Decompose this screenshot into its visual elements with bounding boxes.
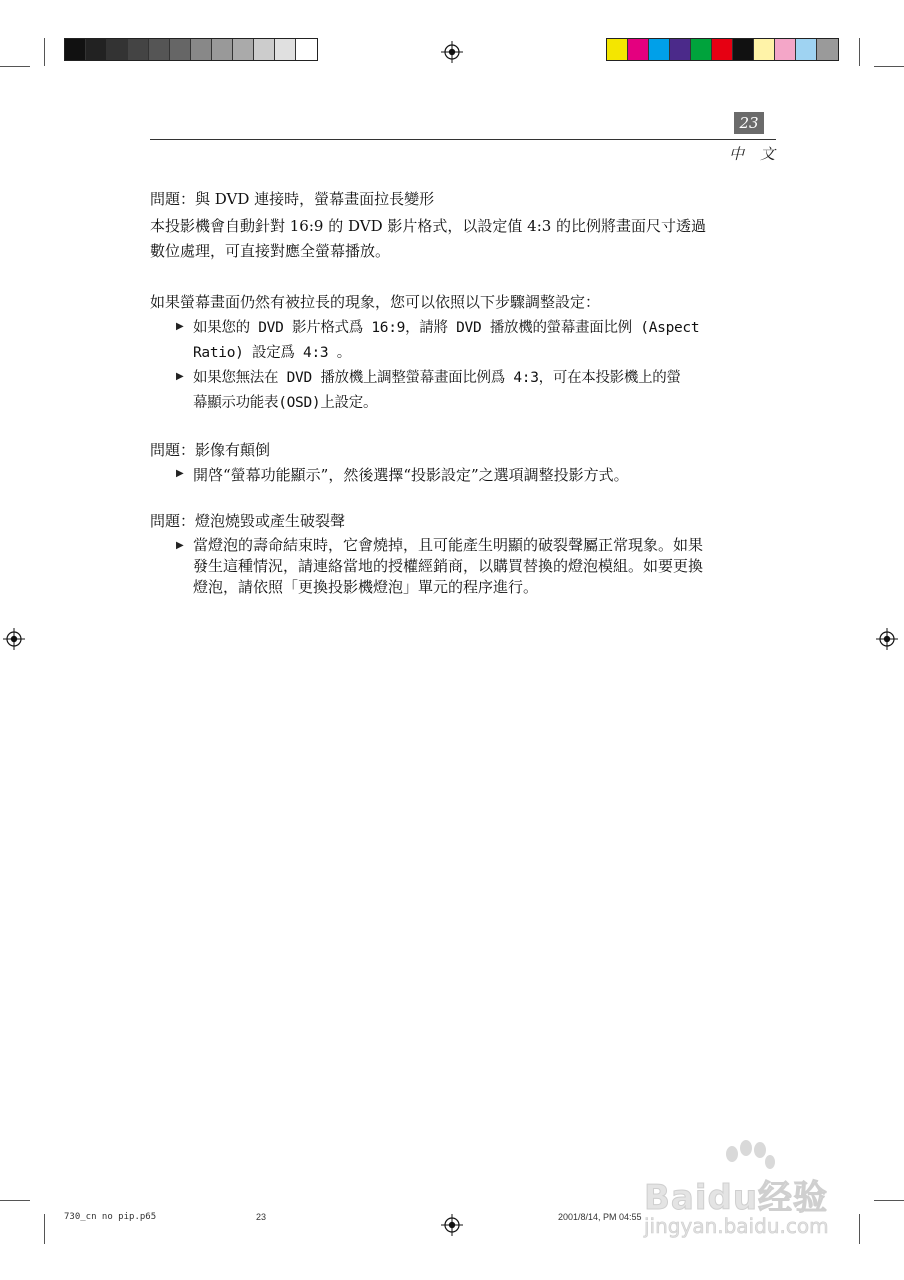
bullet-triangle-icon: ▶ — [176, 468, 184, 479]
header-rule — [150, 139, 776, 140]
registration-mark-right-icon — [876, 628, 898, 650]
process-color-swatch — [712, 39, 733, 60]
footer-timestamp: 2001/8/14, PM 04:55 — [558, 1212, 642, 1222]
process-color-swatch — [628, 39, 649, 60]
intro-text: 如果螢幕畫面仍然有被拉長的現象，您可以依照以下步驟調整設定： — [150, 293, 601, 311]
page-number-badge: 23 — [734, 112, 764, 134]
process-color-swatch — [754, 39, 775, 60]
bullet-text-line: 燈泡，請依照「更換投影機燈泡」單元的程序進行。 — [193, 578, 539, 596]
bullet-text-line: 開啓“螢幕功能顯示”，然後選擇“投影設定”之選項調整投影方式。 — [193, 466, 629, 484]
grayscale-swatch — [275, 39, 296, 60]
grayscale-swatch — [233, 39, 254, 60]
grayscale-swatch — [254, 39, 275, 60]
watermark-url: jingyan.baidu.com — [644, 1214, 829, 1238]
bullet-text-line: 當燈泡的壽命結束時，它會燒掉，且可能產生明顯的破裂聲屬正常現象。如果 — [193, 536, 704, 554]
footer-file-name: 730_cn no pip.p65 — [64, 1212, 157, 1222]
bullet-text-line: 發生這種情況，請連絡當地的授權經銷商，以購買替換的燈泡模組。如要更換 — [193, 557, 704, 575]
language-label: 中文 — [729, 145, 792, 163]
bullet-triangle-icon: ▶ — [176, 540, 184, 551]
paragraph-line: 數位處理，可直接對應全螢幕播放。 — [150, 242, 391, 260]
process-color-bar — [606, 38, 839, 61]
section-title-image-inverted: 問題：影像有顛倒 — [150, 441, 271, 459]
grayscale-swatch — [86, 39, 107, 60]
bullet-triangle-icon: ▶ — [176, 371, 184, 382]
process-color-swatch — [649, 39, 670, 60]
bullet-text-line: 如果您的 DVD 影片格式爲 16:9，請將 DVD 播放機的螢幕畫面比例 (Aspect — [193, 320, 700, 336]
process-color-swatch — [733, 39, 754, 60]
process-color-swatch — [796, 39, 817, 60]
grayscale-color-bar — [64, 38, 318, 61]
watermark-brand: Baidu经验 — [644, 1178, 829, 1218]
registration-mark-bottom-icon — [441, 1214, 463, 1236]
footer-page-number: 23 — [256, 1212, 267, 1222]
bullet-triangle-icon: ▶ — [176, 321, 184, 332]
process-color-swatch — [670, 39, 691, 60]
grayscale-swatch — [170, 39, 191, 60]
process-color-swatch — [817, 39, 838, 60]
grayscale-swatch — [149, 39, 170, 60]
process-color-swatch — [607, 39, 628, 60]
registration-mark-top-icon — [441, 41, 463, 63]
grayscale-swatch — [128, 39, 149, 60]
process-color-swatch — [691, 39, 712, 60]
registration-mark-left-icon — [3, 628, 25, 650]
paragraph-line: 本投影機會自動針對 16:9 的 DVD 影片格式，以設定值 4:3 的比例將畫面尺寸透過 — [150, 217, 707, 235]
grayscale-swatch — [191, 39, 212, 60]
baidu-jingyan-watermark — [640, 1140, 870, 1240]
section-title-dvd-stretch: 問題：與 DVD 連接時，螢幕畫面拉長變形 — [150, 190, 435, 208]
bullet-text-line: Ratio) 設定爲 4:3 。 — [193, 345, 351, 361]
grayscale-swatch — [296, 39, 317, 60]
process-color-swatch — [775, 39, 796, 60]
grayscale-swatch — [65, 39, 86, 60]
section-title-lamp-failure: 問題：燈泡燒毀或產生破裂聲 — [150, 512, 346, 530]
bullet-text-line: 如果您無法在 DVD 播放機上調整螢幕畫面比例爲 4:3，可在本投影機上的螢 — [193, 370, 681, 386]
grayscale-swatch — [107, 39, 128, 60]
grayscale-swatch — [212, 39, 233, 60]
bullet-text-line: 幕顯示功能表(OSD)上設定。 — [193, 395, 378, 411]
